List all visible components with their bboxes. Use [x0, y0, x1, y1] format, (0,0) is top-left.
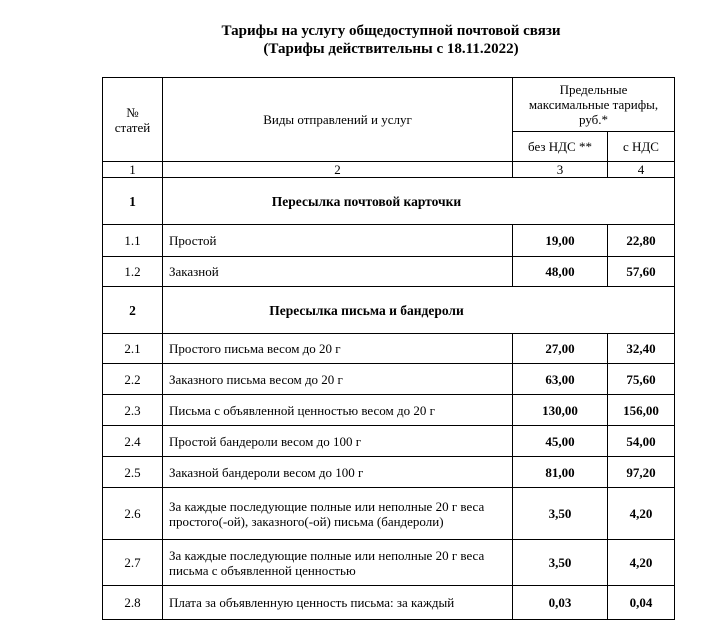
row-price-with-vat: 22,80 [608, 225, 675, 257]
title-line-1: Тарифы на услугу общедоступной почтовой связи [221, 23, 561, 39]
table-row [103, 457, 675, 488]
table-row [103, 586, 675, 620]
row-price-with-vat: 57,60 [608, 257, 675, 287]
section-title: Пересылка письма и бандероли [163, 287, 675, 334]
row-price-without-vat: 81,00 [513, 457, 608, 488]
column-index-1: 1 [103, 162, 163, 178]
row-price-without-vat: 3,50 [513, 488, 608, 540]
row-number: 2.4 [103, 426, 163, 457]
table-row [103, 257, 675, 287]
row-number: 2.1 [103, 334, 163, 364]
row-number: 2.5 [103, 457, 163, 488]
document-title [0, 22, 720, 58]
row-service-name: Простой [163, 225, 513, 257]
row-price-without-vat: 0,03 [513, 586, 608, 620]
table-row [103, 488, 675, 540]
tariff-table [102, 77, 675, 620]
column-index-3: 3 [513, 162, 608, 178]
table-row [103, 426, 675, 457]
row-price-without-vat: 130,00 [513, 395, 608, 426]
header-without-vat: без НДС ** [513, 132, 608, 162]
column-index-2: 2 [163, 162, 513, 178]
row-price-without-vat: 3,50 [513, 540, 608, 586]
row-price-with-vat: 54,00 [608, 426, 675, 457]
section-row [103, 287, 675, 334]
row-price-without-vat: 48,00 [513, 257, 608, 287]
row-service-name: Простой бандероли весом до 100 г [163, 426, 513, 457]
row-number: 2.8 [103, 586, 163, 620]
row-price-without-vat: 45,00 [513, 426, 608, 457]
row-number: 2.2 [103, 364, 163, 395]
table-row [103, 364, 675, 395]
title-line-2: (Тарифы действительны с 18.11.2022) [263, 41, 519, 57]
row-price-with-vat: 97,20 [608, 457, 675, 488]
row-price-with-vat: 4,20 [608, 488, 675, 540]
row-service-name: Заказной [163, 257, 513, 287]
row-service-name: Заказной бандероли весом до 100 г [163, 457, 513, 488]
row-price-with-vat: 156,00 [608, 395, 675, 426]
header-article-number: № статей [103, 78, 163, 162]
row-price-with-vat: 4,20 [608, 540, 675, 586]
row-service-name: За каждые последующие полные или неполные 20 г веса простого(-ой), заказного(-ой) письма (бандероли) [163, 488, 513, 540]
table-row [103, 225, 675, 257]
row-service-name: Простого письма весом до 20 г [163, 334, 513, 364]
section-row [103, 178, 675, 225]
row-number: 2.3 [103, 395, 163, 426]
header-max-tariffs: Предельные максимальные тарифы, руб.* [513, 78, 675, 132]
row-number: 2.6 [103, 488, 163, 540]
header-with-vat: с НДС [608, 132, 675, 162]
section-title: Пересылка почтовой карточки [163, 178, 675, 225]
row-price-without-vat: 63,00 [513, 364, 608, 395]
column-index-4: 4 [608, 162, 675, 178]
row-service-name: За каждые последующие полные или неполные 20 г веса письма с объявленной ценностью [163, 540, 513, 586]
row-number: 1.1 [103, 225, 163, 257]
row-service-name: Заказного письма весом до 20 г [163, 364, 513, 395]
section-number: 2 [103, 287, 163, 334]
row-number: 1.2 [103, 257, 163, 287]
row-price-with-vat: 0,04 [608, 586, 675, 620]
section-number: 1 [103, 178, 163, 225]
row-price-with-vat: 75,60 [608, 364, 675, 395]
table-row [103, 395, 675, 426]
row-price-without-vat: 27,00 [513, 334, 608, 364]
table-row [103, 334, 675, 364]
row-service-name: Письма с объявленной ценностью весом до 20 г [163, 395, 513, 426]
row-service-name: Плата за объявленную ценность письма: за каждый [163, 586, 513, 620]
row-price-without-vat: 19,00 [513, 225, 608, 257]
row-price-with-vat: 32,40 [608, 334, 675, 364]
header-service-type: Виды отправлений и услуг [163, 78, 513, 162]
table-row [103, 540, 675, 586]
row-number: 2.7 [103, 540, 163, 586]
